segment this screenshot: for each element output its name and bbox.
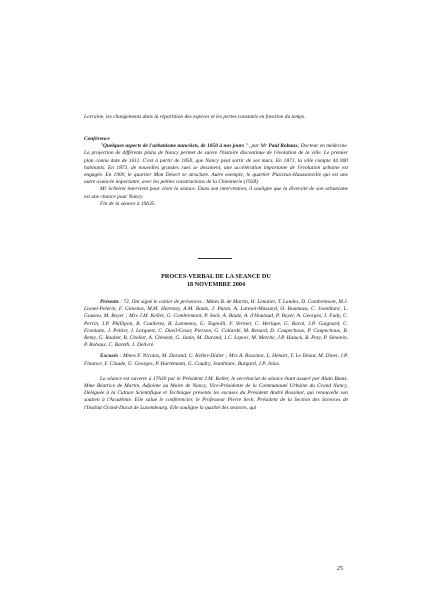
conference-heading: Conférence (84, 136, 110, 142)
minutes-title-line1: PROCES-VERBAL DE LA SEANCE DU (161, 273, 271, 280)
attendance-section (84, 299, 348, 412)
conference-title: "Quelques aspects de l'urbanisme nancéien, de 1850 à nos jours " (100, 143, 249, 150)
excused-paragraph (84, 353, 348, 367)
opening-paragraph: La séance est ouverte à 17h30 par le Président J.M. Keller, le secrétariat de séance étant assuré par Alain Bautz. Mme Béatrice de Martin, Adjointe au Maire de Nancy, Vice-Présidente de la Communauté Urbaine du Grand Nancy, Déléguée à la Culture Scientifique et Technique présente les excuses du Président André Rossinot, qui renouvelle son soutien à l'Académie. Elle salue le conférencier, le Professeur Pierre Seck, Président de la Section des Sciences de l'Institut Grand-Ducal de Luxembourg. Elle souligne la qualité des séances, qui (84, 375, 348, 411)
section-divider (198, 258, 232, 259)
conference-speaker-lead: , par Mr (248, 143, 269, 150)
present-list: : 72. Ont signé le cahier de présences : Mmes B. de Martin, H. Lenatier, T. Landes, D. Combremont, M.J. Lionel-Pelerin, F. Gimenez, M.M. Harestey, A.M. Bautz, J. Puton, A. Laresel-Massard, O. Boumaza, C. Jeanblanc, L. Gouzou, M. Boyer ; Mrs J.M. Keller, G. Combremont, P. Seck, A. Bautz, A. d'Houtaud, P. Boyer, A. Georges, J. Fady, C. Perrin, J.P. Phillipon, R. Coullerez, R. Lammens, G. Tognolli, F. Vernier, C. Herique, G. Raval, J.P. Guignard, C. Franiatte, J. Peltier, J. Larguetz, C. Dueil-Cesar, Pierson, G. Collardé, M. Renard, D. Coupechoux, P. Coupechoux, B. Remy, G. Rauber, B. Chollot, A. Clément, G. Janin, M. Durand, J.C. Lepori, M. Metche, J.P. Haluck, B. Poty, P. Simonin, P. Robaux, C. Bareth, J. Delivré. (84, 299, 348, 349)
excused-list: : Mmes F. Nicolas, M. Durand, C. Keller-Didier ; Mrs A. Rossinot, L. Hénart, Y. Le Déaut, M. Dinet, J.P. Finance, F. Claude, G. Georges, P. Hartemann, G. Coudry, Jeanblanc, Burgard, J.P. Jolas. (84, 353, 348, 367)
present-label: Présents (100, 299, 119, 305)
conference-paragraph (84, 143, 348, 186)
conference-section (84, 136, 348, 208)
intro-text: Lorraine, les changements dans la répartition des espèces et les pertes constatés en fonction du temps. (84, 114, 306, 120)
present-paragraph (84, 299, 348, 349)
minutes-title-line2: 18 NOVEMBRE 2004 (186, 281, 246, 288)
closing-paragraph: Mr Schléret intervient pour clore la séance. Dans son intervention, il souligne que la diversité de son urbanisme est une chance pour Nancy. (84, 186, 348, 200)
intro-paragraph (84, 114, 348, 121)
conference-speaker: Paul Robaux (268, 143, 298, 150)
minutes-title (84, 273, 348, 289)
excused-label: Excusés (100, 353, 119, 360)
page-number: 25 (337, 566, 343, 572)
conference-body: , Docteur en médecine. La projection de différents plans de Nancy permet de suivre l'histoire discontinue de l'évolution de la ville. Le premier plan connu date de 1611. C'est à partir de 1850, que Nancy peut sortir de ses murs. En 1871, la ville compte 44 000 habitants. En 1873, de nouvelles grandes rues se dessinent, une accélération importante de l'évolution urbaine est engagée. En 1900, le quartier Mon Désert se structure. Autre exemple, le quartier Placieux-Haussonville qui est une autre avancée importante, avec les petites constructions de la Chiennerie (1928). (84, 143, 348, 186)
end-of-session: Fin de la séance à 19h35. (100, 200, 156, 207)
